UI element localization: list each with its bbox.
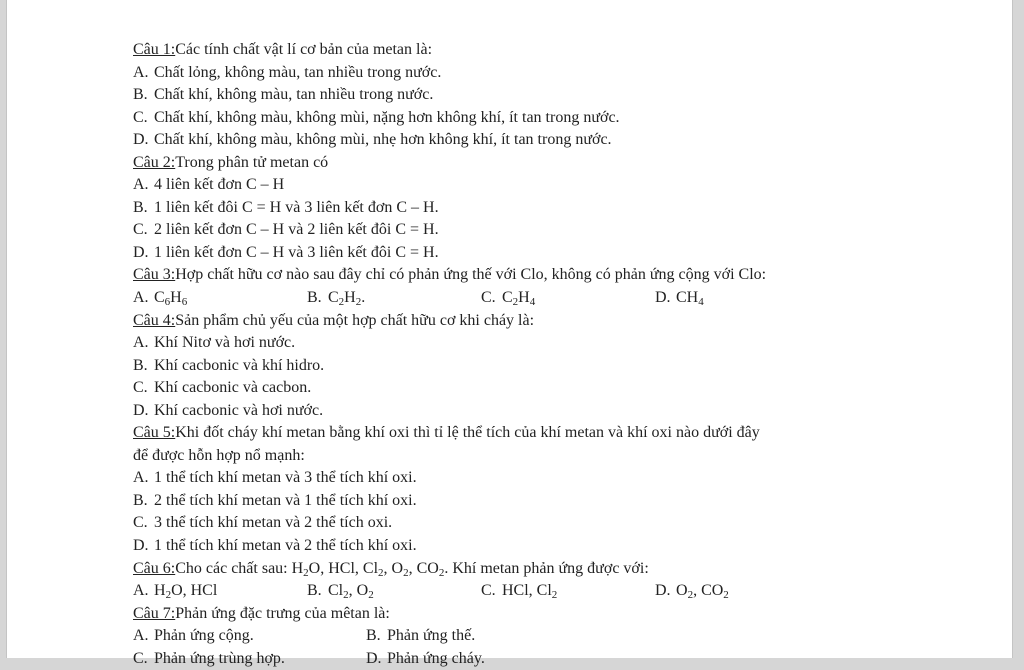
answer-option-c [481, 580, 655, 603]
option-row [133, 107, 829, 130]
option-letter: C. [481, 582, 496, 600]
option-letter: D. [655, 582, 671, 600]
answer-option-b [366, 625, 599, 648]
question-stem [133, 264, 829, 287]
option-text: 2 thể tích khí metan và 1 thể tích khí oxi. [154, 491, 417, 509]
answer-option-a [133, 467, 417, 490]
option-row [133, 355, 829, 378]
answer-option-d [133, 535, 417, 558]
option-text: $CH_4$ [676, 289, 704, 309]
option-text: 2 liên kết đơn C – H và 2 liên kết đôi C = H. [154, 221, 439, 239]
answer-option-b [133, 197, 439, 220]
question-text: Hợp chất hữu cơ nào sau đây chỉ có phản ứng thế với Clo, không có phản ứng cộng với Clo: [175, 266, 767, 284]
quiz-content [133, 39, 829, 670]
question-text: Khi đốt cháy khí metan bằng khí oxi thì tỉ lệ thể tích của khí metan và khí oxi nào dưới đây [175, 424, 760, 442]
question-stem [133, 310, 829, 333]
question-number: Câu 7: [133, 604, 176, 622]
answer-option-a [133, 287, 307, 310]
option-text: Khí cacbonic và hơi nước. [154, 401, 324, 419]
option-letter: A. [133, 334, 149, 352]
option-letter: B. [133, 491, 148, 509]
option-letter: C. [133, 379, 148, 397]
option-letter: D. [366, 649, 382, 667]
option-row [133, 129, 829, 152]
option-row [133, 535, 829, 558]
option-text: Phản ứng cộng. [154, 627, 254, 645]
option-row [133, 197, 829, 220]
answer-option-d [655, 287, 829, 310]
answer-option-b [307, 580, 481, 603]
option-text: Phản ứng trùng hợp. [154, 649, 285, 667]
answer-option-a [133, 174, 284, 197]
question-text: Các tính chất vật lí cơ bản của metan là: [175, 41, 433, 58]
option-text: Chất lỏng, không màu, tan nhiều trong nước. [154, 63, 442, 81]
question-number: Câu 4: [133, 311, 176, 329]
option-text: $H_2O$, HCl [154, 582, 218, 602]
question-number: Câu 3: [133, 266, 176, 284]
option-row [133, 580, 829, 603]
option-letter: C. [133, 514, 148, 532]
option-letter: C. [133, 649, 148, 667]
option-row [133, 512, 829, 535]
option-text: Phản ứng thế. [387, 627, 476, 645]
option-letter: A. [133, 63, 149, 81]
option-text: $Cl_2$, $O_2$ [328, 582, 374, 602]
question-text-continuation: để được hỗn hợp nổ mạnh: [133, 446, 305, 464]
option-text: 4 liên kết đơn C – H [154, 176, 285, 194]
option-row [133, 467, 829, 490]
option-text: $C_2H_4$ [502, 289, 536, 309]
option-row [133, 377, 829, 400]
option-row [133, 400, 829, 423]
option-letter: B. [366, 627, 381, 645]
option-row [133, 648, 829, 670]
option-text: $C_6H_6$ [154, 289, 188, 309]
option-row [133, 287, 829, 310]
option-text: Khí cacbonic và khí hidro. [154, 356, 325, 374]
answer-option-a [133, 332, 295, 355]
option-row [133, 62, 829, 85]
answer-option-d [366, 648, 599, 670]
option-letter: B. [307, 289, 322, 307]
option-letter: C. [133, 221, 148, 239]
answer-option-b [133, 355, 324, 378]
answer-option-c [133, 107, 620, 130]
option-letter: B. [133, 198, 148, 216]
option-letter: D. [133, 243, 149, 261]
option-text: Khí Nitơ và hơi nước. [154, 334, 296, 352]
option-row [133, 219, 829, 242]
option-text: 1 liên kết đơn C – H và 3 liên kết đôi C = H. [154, 243, 439, 261]
answer-option-a [133, 580, 307, 603]
answer-option-c [133, 648, 366, 670]
question-number: Câu 1: [133, 41, 176, 58]
option-text: $C_2H_2$. [328, 289, 366, 309]
option-text: 3 thể tích khí metan và 2 thể tích oxi. [154, 514, 393, 532]
option-letter: B. [133, 356, 148, 374]
option-letter: C. [481, 289, 496, 307]
option-letter: D. [655, 289, 671, 307]
option-letter: A. [133, 582, 149, 600]
option-letter: B. [307, 582, 322, 600]
option-text: HCl, $Cl_2$ [502, 582, 558, 602]
question-number: Câu 5: [133, 424, 176, 442]
question-5 [133, 422, 829, 557]
question-6 [133, 558, 829, 603]
option-letter: A. [133, 289, 149, 307]
answer-option-c [481, 287, 655, 310]
option-letter: B. [133, 86, 148, 104]
question-7 [133, 603, 829, 670]
option-letter: A. [133, 627, 149, 645]
option-text: Phản ứng cháy. [387, 649, 485, 667]
question-stem [133, 39, 829, 62]
answer-option-c [133, 377, 311, 400]
option-row [133, 174, 829, 197]
option-row [133, 490, 829, 513]
document-page [6, 0, 1013, 667]
question-text: Cho các chất sau: $H_2O$, HCl, $Cl_2$, $O_2$, $CO_2$. Khí metan phản ứng được với: [175, 559, 649, 579]
option-letter: C. [133, 108, 148, 126]
answer-option-d [133, 242, 439, 265]
option-text: Chất khí, không màu, không mùi, nặng hơn không khí, ít tan trong nước. [154, 108, 620, 126]
option-letter: D. [133, 401, 149, 419]
option-text: 1 liên kết đôi C = H và 3 liên kết đơn C – H. [154, 198, 439, 216]
option-row [133, 625, 829, 648]
question-stem [133, 152, 829, 175]
question-text: Phản ứng đặc trưng của mêtan là: [175, 604, 390, 622]
question-text: Sản phẩm chủ yếu của một hợp chất hữu cơ khi cháy là: [175, 311, 535, 329]
question-number: Câu 2: [133, 153, 176, 171]
answer-option-d [655, 580, 829, 603]
option-letter: D. [133, 537, 149, 555]
option-text: 1 thể tích khí metan và 2 thể tích khí oxi. [154, 537, 417, 555]
option-text: Chất khí, không màu, không mùi, nhẹ hơn không khí, ít tan trong nước. [154, 131, 612, 149]
question-stem [133, 422, 829, 445]
question-2 [133, 152, 829, 265]
option-letter: A. [133, 469, 149, 487]
answer-option-b [307, 287, 481, 310]
question-3 [133, 264, 829, 309]
answer-option-a [133, 62, 441, 85]
answer-option-d [133, 129, 612, 152]
option-row [133, 242, 829, 265]
option-row [133, 84, 829, 107]
answer-option-b [133, 84, 433, 107]
option-text: Chất khí, không màu, tan nhiều trong nước. [154, 86, 434, 104]
answer-option-c [133, 512, 392, 535]
answer-option-b [133, 490, 417, 513]
question-4 [133, 310, 829, 423]
answer-option-d [133, 400, 323, 423]
question-stem [133, 603, 829, 626]
question-1 [133, 39, 829, 152]
option-text: 1 thể tích khí metan và 3 thể tích khí oxi. [154, 469, 417, 487]
option-letter: D. [133, 131, 149, 149]
answer-option-a [133, 625, 366, 648]
question-text: Trong phân tử metan có [175, 153, 329, 171]
question-number: Câu 6: [133, 559, 176, 577]
option-text: $O_2$, $CO_2$ [676, 582, 729, 602]
answer-option-c [133, 219, 439, 242]
option-text: Khí cacbonic và cacbon. [154, 379, 312, 397]
option-row [133, 332, 829, 355]
question-stem [133, 558, 829, 581]
option-letter: A. [133, 176, 149, 194]
